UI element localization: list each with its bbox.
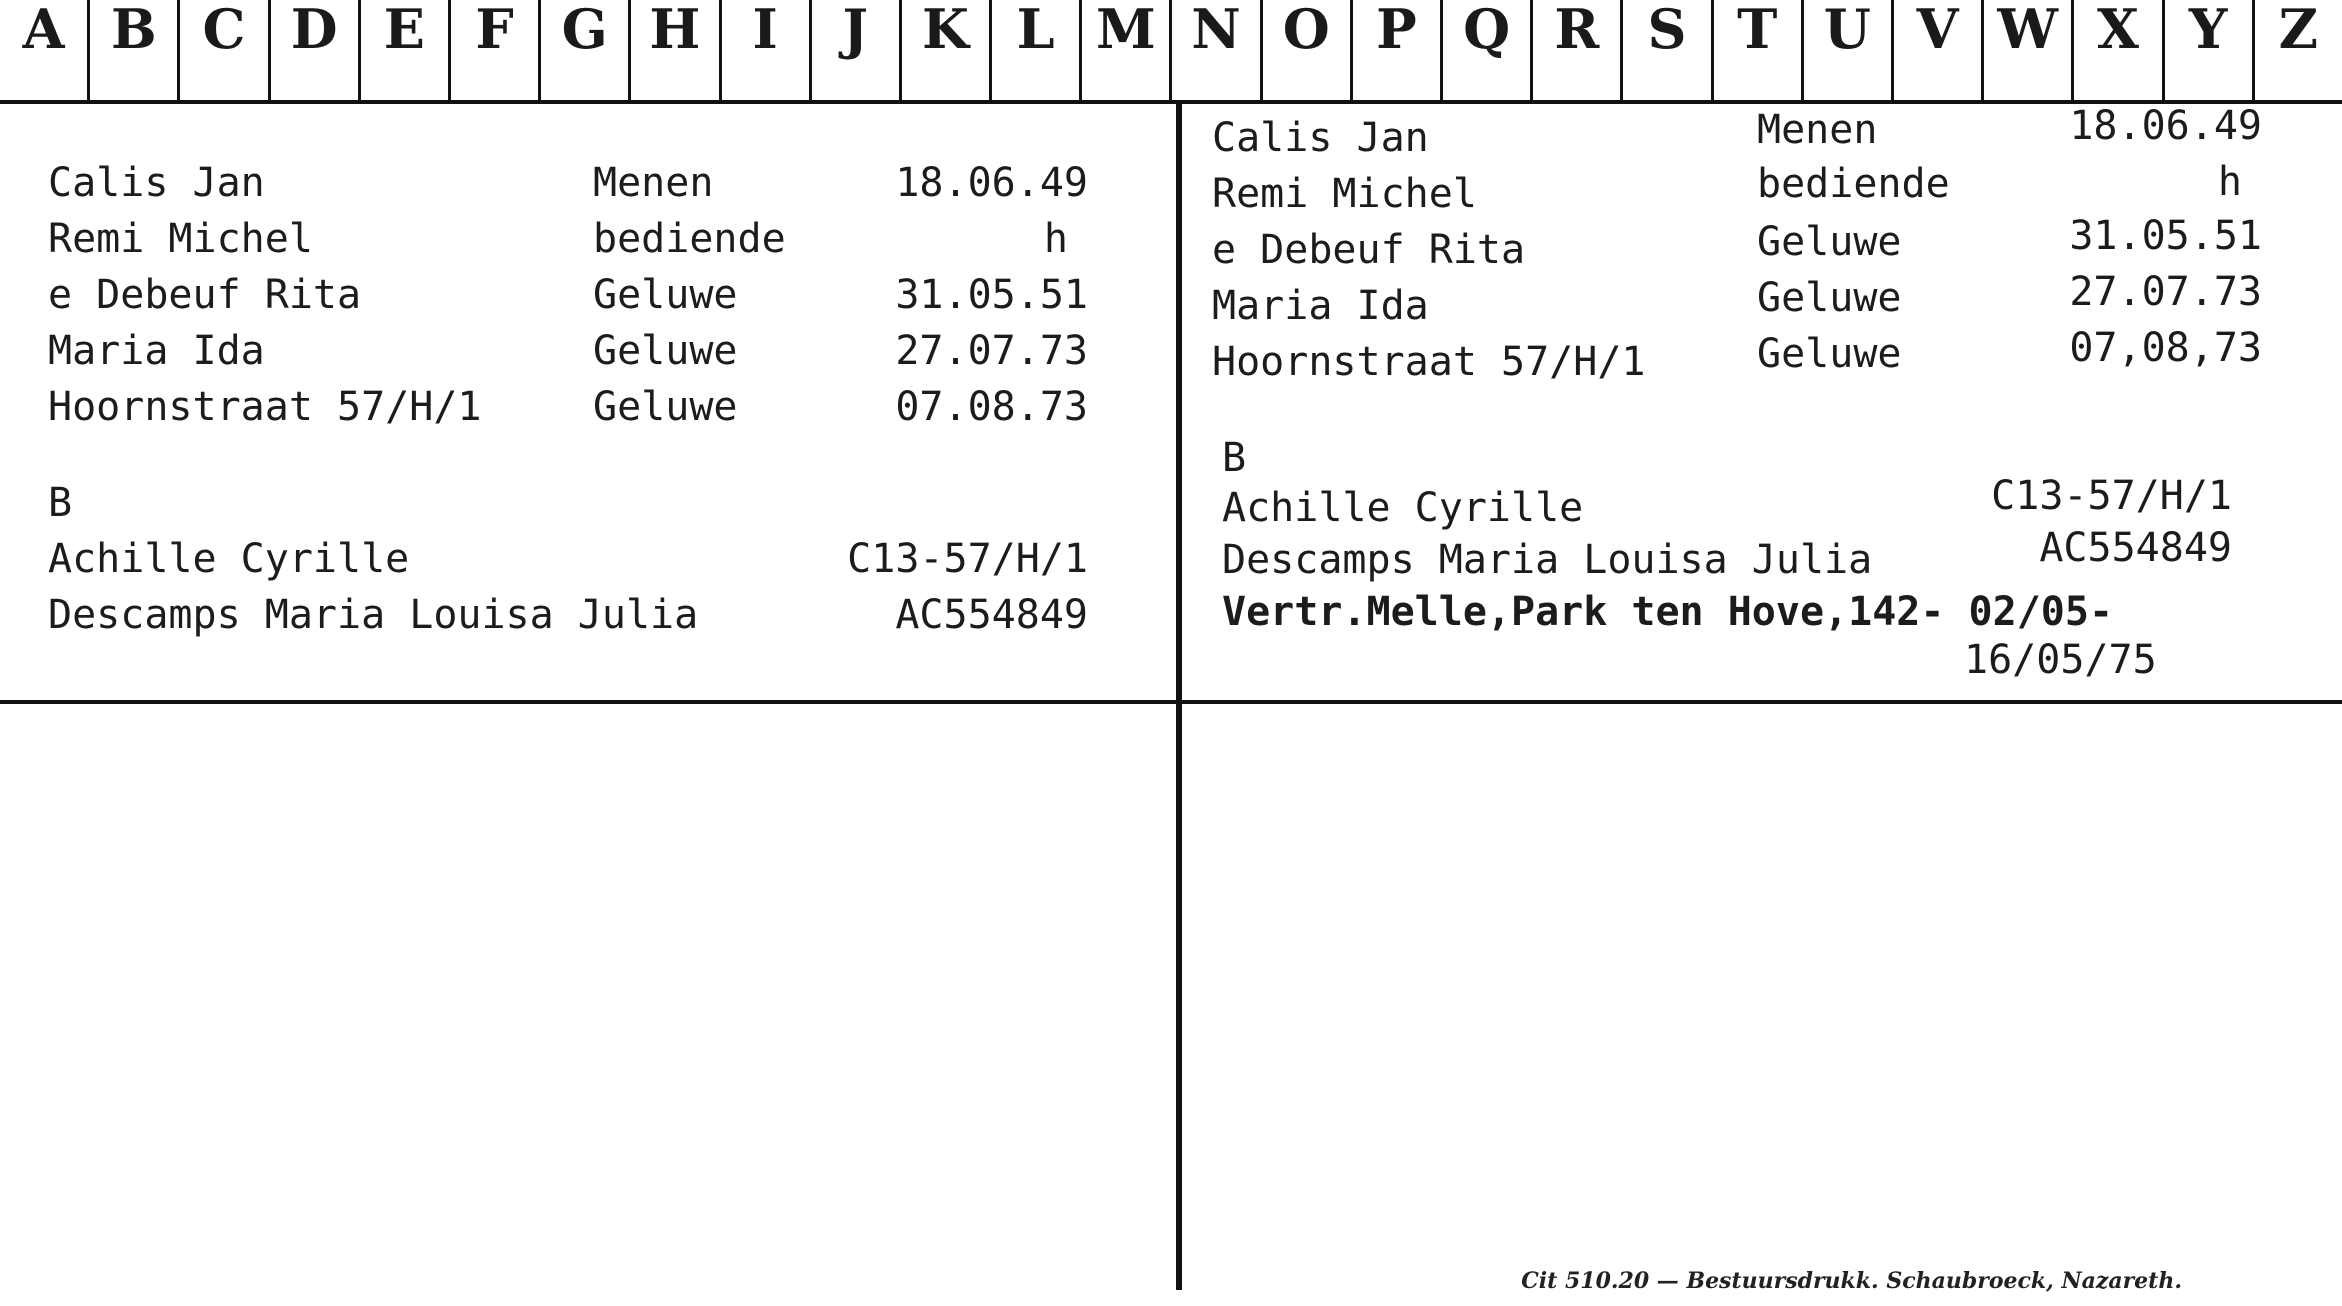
section-value: AC554849: [2039, 525, 2232, 571]
section-value: C13-57/H/1: [847, 536, 1088, 582]
record-value: 27.07.73: [2069, 269, 2262, 315]
section-letter: B: [48, 480, 73, 526]
index-letter-x: X: [2074, 0, 2164, 100]
record-place: bediende: [593, 216, 786, 262]
record-row: [48, 379, 1088, 435]
index-letter-l: L: [992, 0, 1082, 100]
center-divider: [1176, 100, 1182, 1290]
record-place: Geluwe: [1757, 331, 1902, 377]
record-name: Hoornstraat 57/H/1: [48, 384, 482, 430]
section-row: [48, 587, 1088, 643]
record-place: Menen: [1757, 107, 1878, 153]
section-value: AC554849: [895, 592, 1088, 638]
record-name: Hoornstraat 57/H/1: [1212, 339, 1646, 385]
record-value: 27.07.73: [895, 328, 1088, 374]
move-row: [1212, 584, 2262, 635]
index-letter-q: Q: [1443, 0, 1533, 100]
section-name: Achille Cyrille: [48, 536, 410, 582]
record-row: [1212, 325, 2262, 390]
record-row: [48, 323, 1088, 379]
record-value: h: [1043, 216, 1068, 262]
index-letter-f: F: [451, 0, 541, 100]
move-line: Vertr.Melle,Park ten Hove,142- 02/05-: [1222, 589, 2114, 635]
move-date: 16/05/75: [1964, 637, 2157, 683]
index-letter-a: A: [0, 0, 90, 100]
section-value: C13-57/H/1: [1991, 473, 2232, 519]
left-record-card: [48, 155, 1088, 643]
record-value: 18.06.49: [895, 160, 1088, 206]
record-name: e Debeuf Rita: [1212, 227, 1526, 273]
index-letter-d: D: [271, 0, 361, 100]
record-place: bediende: [1757, 161, 1950, 207]
top-rule: [0, 100, 2342, 104]
record-place: Geluwe: [1757, 275, 1902, 321]
index-letter-m: M: [1082, 0, 1172, 100]
record-value: 07,08,73: [2069, 325, 2262, 371]
record-value: 31.05.51: [895, 272, 1088, 318]
index-letter-r: R: [1533, 0, 1623, 100]
record-place: Geluwe: [593, 272, 738, 318]
section-name: Descamps Maria Louisa Julia: [48, 592, 699, 638]
record-place: Geluwe: [1757, 219, 1902, 265]
record-place: Menen: [593, 160, 714, 206]
record-row: [48, 267, 1088, 323]
record-value: h: [2217, 159, 2242, 205]
record-name: e Debeuf Rita: [48, 272, 362, 318]
record-name: Calis Jan: [1212, 115, 1429, 161]
index-letter-z: Z: [2278, 0, 2318, 61]
record-name: Maria Ida: [1212, 283, 1429, 329]
right-record-card: [1212, 103, 2262, 688]
record-value: 18.06.49: [2069, 103, 2262, 149]
index-letter-c: C: [180, 0, 270, 100]
alphabet-index-bar: [0, 0, 2342, 100]
index-letter-h: H: [631, 0, 721, 100]
record-row: [1212, 103, 2262, 166]
index-letter-y: Y: [2165, 0, 2255, 100]
printer-imprint: Cit 510.20 — Bestuursdrukk. Schaubroeck, Nazareth.: [1521, 1268, 2182, 1294]
record-name: Remi Michel: [48, 216, 313, 262]
index-letter-k: K: [902, 0, 992, 100]
index-letter-u: U: [1804, 0, 1894, 100]
section-row: [48, 531, 1088, 587]
index-letter-w: W: [1984, 0, 2074, 100]
record-place: Geluwe: [593, 384, 738, 430]
section-row: [1212, 525, 2262, 584]
record-value: 07.08.73: [895, 384, 1088, 430]
index-letter-s: S: [1623, 0, 1713, 100]
record-name: Calis Jan: [48, 160, 265, 206]
section-name: Descamps Maria Louisa Julia: [1222, 537, 1873, 583]
record-name: Remi Michel: [1212, 171, 1477, 217]
record-name: Maria Ida: [48, 328, 265, 374]
middle-rule: [0, 700, 2342, 704]
index-letter-j: J: [812, 0, 902, 100]
index-letter-o: O: [1263, 0, 1353, 100]
section-letter: B: [1222, 435, 1247, 481]
index-letter-g: G: [541, 0, 631, 100]
record-place: Geluwe: [593, 328, 738, 374]
section-letter-row: [48, 475, 1088, 531]
move-date-row: [1212, 632, 2262, 688]
index-letter-v: V: [1894, 0, 1984, 100]
record-row: [48, 211, 1088, 267]
index-letter-b: B: [90, 0, 180, 100]
index-letter-e: E: [361, 0, 451, 100]
index-letter-p: P: [1353, 0, 1443, 100]
record-value: 31.05.51: [2069, 213, 2262, 259]
index-letter-n: N: [1172, 0, 1262, 100]
section-name: Achille Cyrille: [1222, 485, 1584, 531]
index-letter-i: I: [722, 0, 812, 100]
record-row: [48, 155, 1088, 211]
index-letter-t: T: [1714, 0, 1804, 100]
